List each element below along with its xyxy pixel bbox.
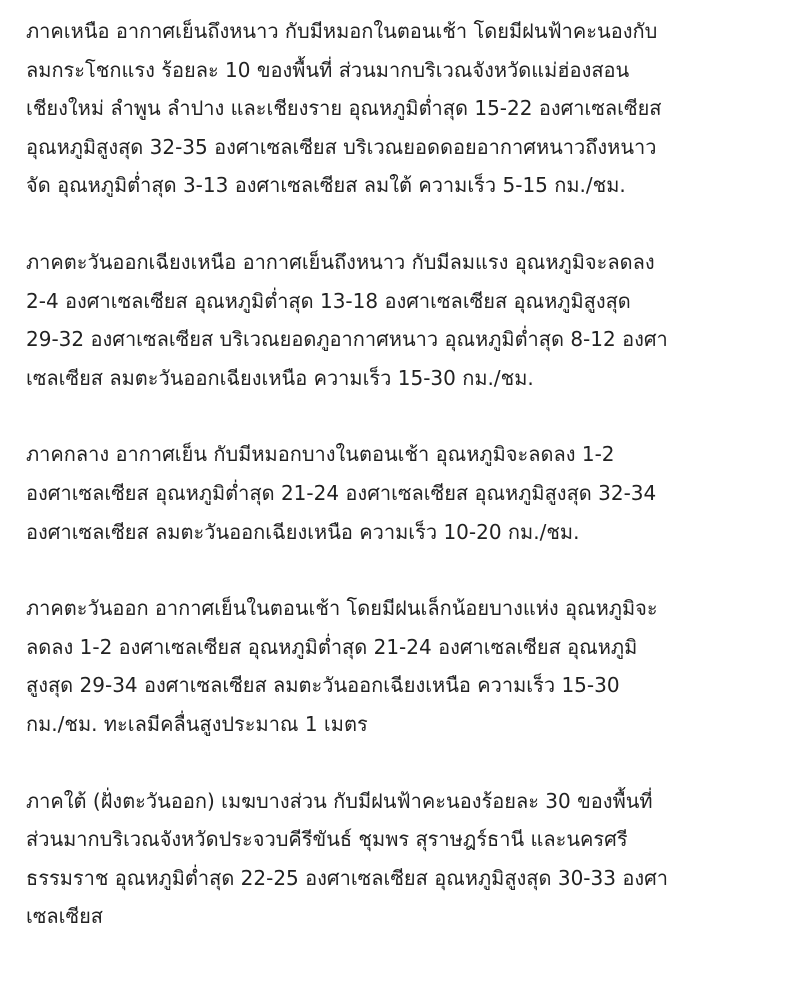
text-line: ภาคเหนือ อากาศเย็นถึงหนาว กับมีหมอกในตอนเช้า โดยมีฝนฟ้าคะนองกับ [26, 19, 658, 43]
text-line: 29-32 องศาเซลเซียส บริเวณยอดภูอากาศหนาว อุณหภูมิต่ำสุด 8-12 องศา [26, 327, 668, 352]
text-line: ภาคใต้ (ฝั่งตะวันออก) เมฆบางส่วน กับมีฝนฟ้าคะนองร้อยละ 30 ของพื้นที่ [26, 788, 653, 813]
text-line: ลดลง 1-2 องศาเซลเซียส อุณหภูมิต่ำสุด 21-24 องศาเซลเซียส อุณหภูมิ [26, 634, 638, 659]
text-line: องศาเซลเซียส ลมตะวันออกเฉียงเหนือ ความเร็ว 10-20 กม./ชม. [26, 519, 580, 544]
text-line: อุณหภูมิสูงสุด 32-35 องศาเซลเซียส บริเวณยอดดอยอากาศหนาวถึงหนาว [26, 134, 657, 159]
text-line: กม./ชม. ทะเลมีคลื่นสูงประมาณ 1 เมตร [26, 711, 368, 736]
weather-forecast-article [26, 12, 786, 974]
text-line: ธรรมราช อุณหภูมิต่ำสุด 22-25 องศาเซลเซียส อุณหภูมิสูงสุด 30-33 องศา [26, 865, 669, 890]
text-line: เซลเซียส [26, 904, 104, 929]
forecast-paragraph-central [26, 435, 786, 551]
text-line: ภาคตะวันออก อากาศเย็นในตอนเช้า โดยมีฝนเล็กน้อยบางแห่ง อุณหภูมิจะ [26, 596, 658, 621]
forecast-paragraph-south-east-coast [26, 782, 786, 936]
text-line: เชียงใหม่ ลำพูน ลำปาง และเชียงราย อุณหภูมิต่ำสุด 15-22 องศาเซลเซียส [26, 96, 662, 121]
text-line: ภาคตะวันออกเฉียงเหนือ อากาศเย็นถึงหนาว กับมีลมแรง อุณหภูมิจะลดลง [26, 249, 655, 274]
text-line: 2-4 องศาเซลเซียส อุณหภูมิต่ำสุด 13-18 องศาเซลเซียส อุณหภูมิสูงสุด [26, 288, 631, 313]
text-line: จัด อุณหภูมิต่ำสุด 3-13 องศาเซลเซียส ลมใต้ ความเร็ว 5-15 กม./ชม. [26, 173, 626, 198]
forecast-paragraph-northeast [26, 243, 786, 397]
forecast-paragraph-east [26, 589, 786, 743]
text-line: องศาเซลเซียส อุณหภูมิต่ำสุด 21-24 องศาเซลเซียส อุณหภูมิสูงสุด 32-34 [26, 480, 657, 505]
text-line: เซลเซียส ลมตะวันออกเฉียงเหนือ ความเร็ว 15-30 กม./ชม. [26, 365, 534, 390]
text-line: สูงสุด 29-34 องศาเซลเซียส ลมตะวันออกเฉียงเหนือ ความเร็ว 15-30 [26, 673, 620, 698]
text-line: ส่วนมากบริเวณจังหวัดประจวบคีรีขันธ์ ชุมพร สุราษฎร์ธานี และนครศรี [26, 827, 628, 852]
forecast-paragraph-north [26, 12, 786, 205]
text-line: ลมกระโชกแรง ร้อยละ 10 ของพื้นที่ ส่วนมากบริเวณจังหวัดแม่ฮ่องสอน [26, 57, 630, 82]
text-line: ภาคกลาง อากาศเย็น กับมีหมอกบางในตอนเช้า อุณหภูมิจะลดลง 1-2 [26, 442, 615, 467]
